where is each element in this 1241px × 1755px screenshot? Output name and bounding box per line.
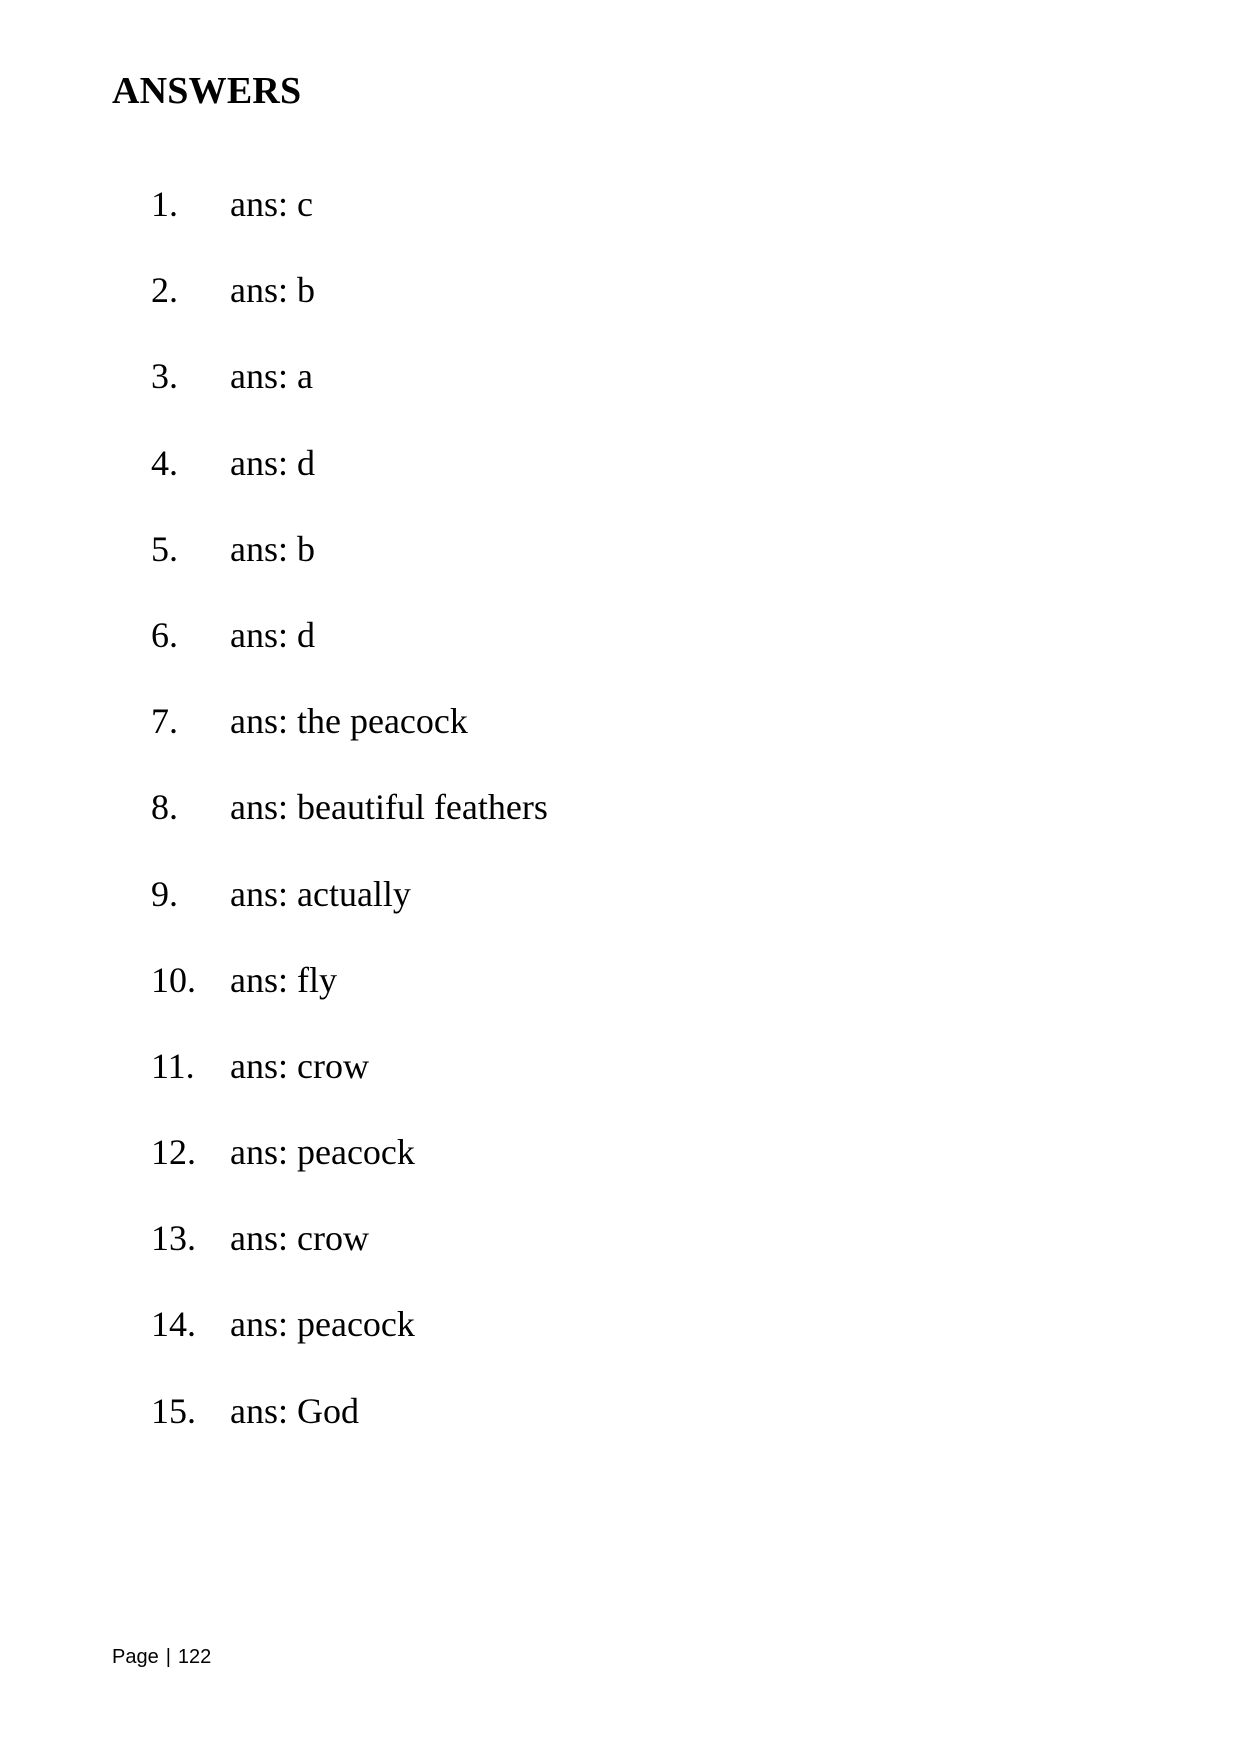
answer-number: 3. xyxy=(151,356,178,397)
answer-text: ans: the peacock xyxy=(230,701,468,742)
answer-number: 11. xyxy=(151,1045,195,1086)
answer-text: ans: actually xyxy=(230,873,411,914)
answer-text: ans: b xyxy=(230,528,315,569)
answer-text: ans: beautiful feathers xyxy=(230,787,548,828)
page-footer xyxy=(112,1647,211,1667)
answer-text: ans: c xyxy=(230,184,313,224)
answer-text: ans: crow xyxy=(230,1218,369,1259)
answer-text: ans: crow xyxy=(230,1045,369,1086)
footer-separator: | xyxy=(165,1646,171,1668)
answer-number: 9. xyxy=(151,873,178,914)
answer-number: 4. xyxy=(151,442,178,483)
answer-text: ans: God xyxy=(230,1390,359,1431)
answer-number: 12. xyxy=(151,1132,196,1173)
answer-text: ans: b xyxy=(230,270,315,311)
answer-number: 15. xyxy=(151,1390,196,1431)
answer-number: 5. xyxy=(151,528,178,569)
answer-number: 7. xyxy=(151,701,178,742)
answer-text: ans: d xyxy=(230,614,315,655)
answer-number: 1. xyxy=(151,184,178,224)
answer-number: 6. xyxy=(151,614,178,655)
answer-text: ans: d xyxy=(230,442,315,483)
footer-page-label: Page xyxy=(112,1646,159,1668)
answer-text: ans: peacock xyxy=(230,1132,415,1173)
answer-text: ans: a xyxy=(230,356,313,397)
answer-number: 14. xyxy=(151,1304,196,1345)
answer-number: 8. xyxy=(151,787,178,828)
answer-number: 13. xyxy=(151,1218,196,1259)
page-title: ANSWERS xyxy=(112,70,302,112)
answer-number: 10. xyxy=(151,959,196,1000)
answer-text: ans: fly xyxy=(230,959,337,1000)
footer-page-number: 122 xyxy=(177,1646,212,1668)
answer-number: 2. xyxy=(151,270,178,311)
answer-text: ans: peacock xyxy=(230,1304,415,1345)
